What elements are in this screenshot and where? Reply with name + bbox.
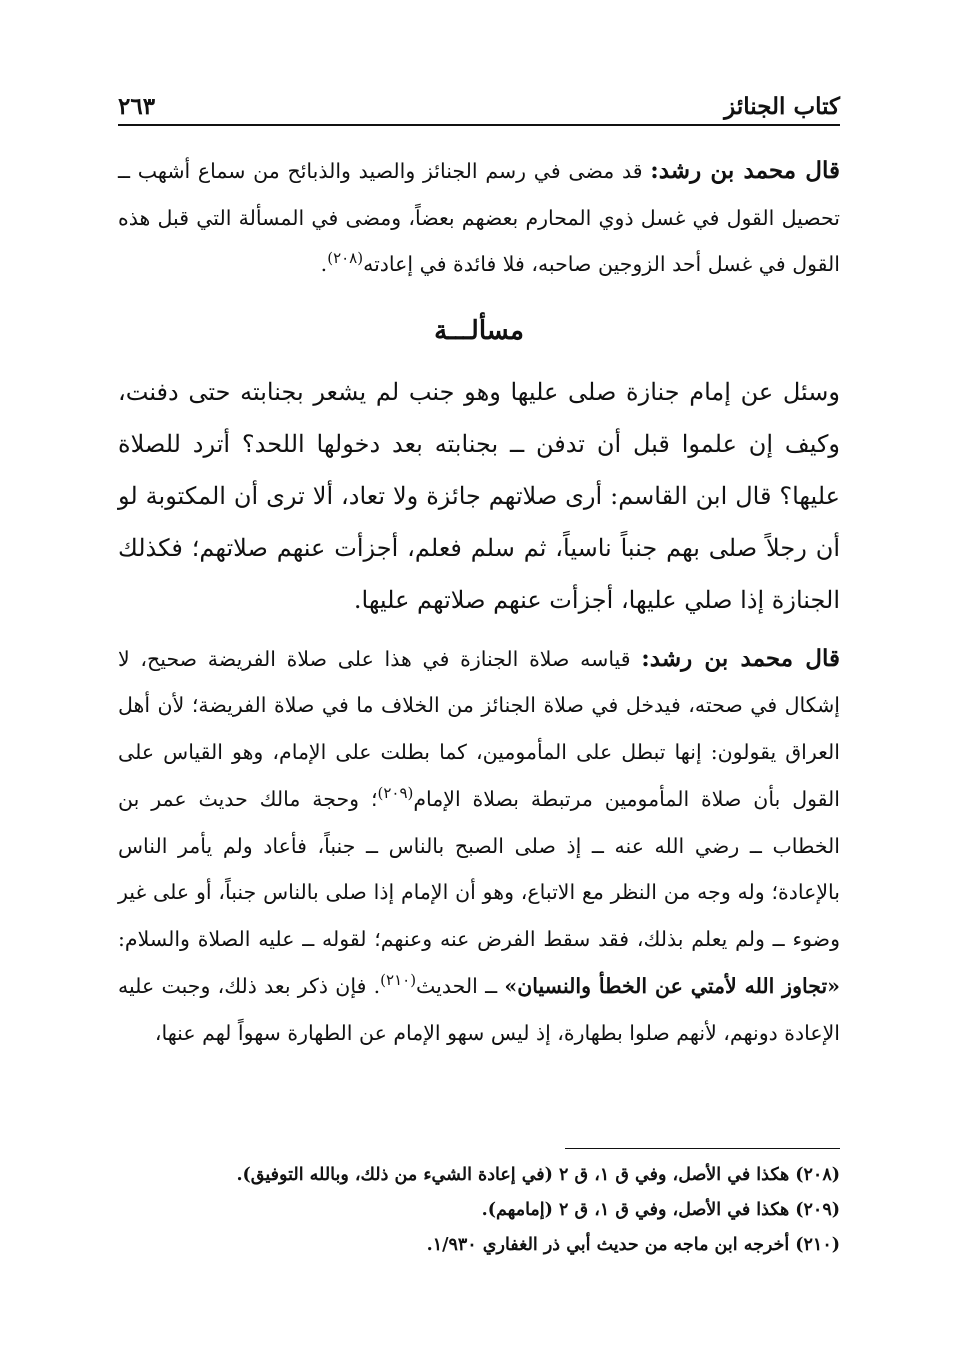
main-text bbox=[118, 148, 840, 1057]
footnote-divider bbox=[565, 1148, 840, 1149]
paragraph-text: قياسه صلاة الجنازة في هذا على صلاة الفريضة صحيح، لا إشكال في صحته، فيدخل في صلاة الجنائز من الخلاف ما في صلاة الفريضة؛ لأن أهل العراق يقولون: إنها تبطل على المأمومين، كما بطلت على الإمام، وهو القياس على القول بأن صلاة المأمومين مرتبطة بصلاة الإمام bbox=[118, 646, 840, 811]
footnote-text: أخرجه ابن ماجه من حديث أبي ذر الغفاري ١/٩٣٠. bbox=[426, 1235, 790, 1255]
footnote-210 bbox=[118, 1228, 840, 1263]
footnote-number: (٢١٠) bbox=[795, 1235, 840, 1255]
paragraph-commentary-2 bbox=[118, 636, 840, 1057]
footnotes bbox=[118, 1158, 840, 1263]
commentary-lead: قال محمد بن رشد: bbox=[650, 157, 840, 184]
footnote-number: (٢٠٨) bbox=[795, 1165, 840, 1185]
paragraph-question: وسئل عن إمام جنازة صلى عليها وهو جنب لم يشعر بجنابته حتى دفنت، وكيف إن علموا قبل أن تدفن ــ بجنابته بعد دخولها اللحد؟ أترد للصلاة عليها؟ قال ابن القاسم: أرى صلاتهم جائزة ولا تعاد، ألا ترى أن المكتوبة لو أن رجلاً صلى بهم جنباً ناسياً، ثم سلم فعلم، أجزأت عنهم صلاتهم؛ فكذلك الجنازة إذا صلي عليها، أجزأت عنهم صلاتهم عليها. bbox=[118, 377, 841, 614]
footnote-ref-208[interactable]: (٢٠٨) bbox=[327, 249, 364, 268]
paragraph-text: ؛ وحجة مالك حديث عمر بن الخطاب ــ رضي الله عنه ــ إذ صلى الصبح بالناس ــ جنباً، فأعاد ولم يأمر الناس بالإعادة؛ وله وجه من النظر مع الاتباع، وهو أن الإمام إذا صلى بالناس جنباً، أو على غير وضوء ــ ولم يعلم بذلك، فقد سقط الفرض عنه وعنهم؛ لقوله ــ عليه الصلاة والسلام: bbox=[118, 786, 840, 952]
footnote-ref-210[interactable]: (٢١٠) bbox=[380, 971, 417, 990]
section-heading: مسألـــة bbox=[434, 315, 524, 346]
page-number: ٢٦٣ bbox=[118, 93, 156, 120]
footnote-text: هكذا في الأصل، وفي ق ١، ق ٢ (في إعادة الشيء من ذلك، وبالله التوفيق). bbox=[236, 1165, 790, 1185]
paragraph-commentary-1 bbox=[118, 148, 840, 288]
running-header bbox=[118, 82, 840, 126]
footnote-208 bbox=[118, 1158, 840, 1193]
paragraph-text: . فإن ذكر بعد ذلك، وجبت عليه الإعادة دونهم، لأنهم صلوا بطهارة، إذ ليس سهو الإمام عن الطهارة سهواً لهم عنها، bbox=[118, 974, 840, 1045]
footnote-text: هكذا في الأصل، وفي ق ١، ق ٢ (إمامهم). bbox=[481, 1200, 790, 1220]
commentary-lead: قال محمد بن رشد: bbox=[641, 644, 840, 672]
paragraph-end: . bbox=[320, 252, 328, 276]
paragraph-text: قد مضى في رسم الجنائز والصيد والذبائح من سماع أشهب ــ تحصيل القول في غسل ذوي المحارم بعضهم بعضاً، ومضى في المسألة التي قبل هذه القول في غسل أحد الزوجين صاحبه، فلا فائدة في إعادته bbox=[118, 159, 840, 276]
footnote-number: (٢٠٩) bbox=[795, 1200, 840, 1220]
book-title: كتاب الجنائز bbox=[724, 93, 840, 120]
paragraph-text: ــ الحديث bbox=[416, 974, 505, 999]
hadith-quote: «تجاوز الله لأمتي عن الخطأ والنسيان» bbox=[504, 974, 840, 999]
footnote-ref-209[interactable]: (٢٠٩) bbox=[377, 784, 414, 803]
footnote-209 bbox=[118, 1193, 840, 1228]
